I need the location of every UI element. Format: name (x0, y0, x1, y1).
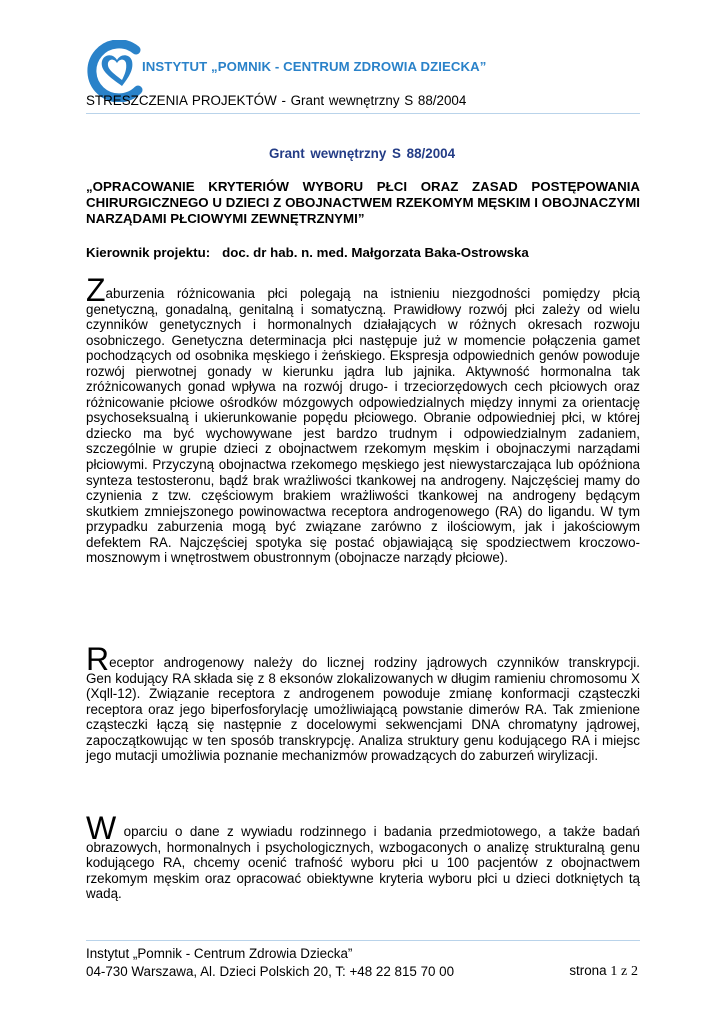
header-divider (86, 113, 640, 114)
drop-cap-w: W (86, 810, 117, 846)
footer-institute-name: Instytut „Pomnik - Centrum Zdrowia Dziecka” (86, 946, 353, 961)
paragraph-2-first-line (86, 641, 640, 677)
footer-contact: 04-730 Warszawa, Al. Dzieci Polskich 20, T: +48 22 815 70 00 (86, 964, 455, 979)
logo-text: INSTYTUT „POMNIK - CENTRUM ZDROWIA DZIECKA” (142, 59, 487, 74)
paragraph-1-first-line (86, 272, 640, 308)
footer-address (86, 945, 454, 981)
page-total: 2 (631, 964, 638, 979)
paragraph-1-lead: aburzenia różnicowania płci polegają na istnieniu niezgodności pomiędzy płcią (105, 286, 640, 301)
drop-cap-r: R (86, 641, 110, 677)
project-leader-label: Kierownik projektu: (86, 245, 211, 260)
project-leader (86, 245, 529, 260)
footer-divider (86, 940, 640, 941)
paragraph-2 (86, 641, 640, 764)
page-current: 1 (610, 964, 618, 979)
paragraph-1-body: genetyczną, gonadalną, genitalną i somatyczną. Prawidłowy rozwój płci zależy od wielu czynników genetycznych i hormonalnych działających w różnych okresach rozwoju osobniczego. Genetyczna determinacja płci następuje już w momencie połączenia gamet pochodzących od osobnika męskiego i żeńskiego. Ekspresja odpowiednich genów powoduje rozwój pierwotnej gonady w kierunku jądra lub jajnika. Aktywność hormonalna tak zróżnicowanych gonad wpływa na rozwój drugo- i trzeciorzędowych cech płciowych oraz różnicowanie płciowe ośrodków mózgowych odpowiedzialnych między innymi za orientację psychoseksualną i ukierunkowanie popędu płciowego. Obranie odpowiedniej płci, w której dziecko ma być wychowywane jest bardzo trudnym i odpowiedzialnym zadaniem, szczególnie w grupie dzieci z obojnactwem rzekomym męskim i obojnaczymi narządami płciowymi. Przyczyną obojnactwa rzekomego męskiego jest niewystarczająca lub opóźniona synteza testosteronu, bądź brak wrażliwości tkankowej na androgeny. Najczęściej mamy do czynienia z tzw. częściowym brakiem wrażliwości tkankowej na androgeny będącym skutkiem zmniejszonego powinowactwa receptora androgenowego (RA) do ligandu. W tym przypadku zaburzenia mogą być związane zarówno z ilościowym, jak i jakościowym defektem RA. Najczęściej spotyka się postać objawiającą się spodziectwem kroczowo-mosznowym i wnętrostwem obustronnym (obojnacze narządy płciowe). (86, 301, 640, 566)
drop-cap-z: Z (86, 272, 106, 308)
paragraph-3-first-line (86, 810, 640, 846)
page-number (569, 963, 638, 980)
project-leader-name: doc. dr hab. n. med. Małgorzata Baka-Ostrowska (222, 245, 529, 260)
grant-title: Grant wewnętrzny S 88/2004 (268, 146, 456, 161)
paragraph-2-body: Gen kodujący RA składa się z 8 eksonów zlokalizowanych w długim ramieniu chromosomu X (Xqll-12). Związanie receptora z androgenem powoduje zmianę konformacji cząsteczki receptora oraz jego biperfosforylację umożliwiającą powstanie dimerów RA. Tak zmienione cząsteczki łączą się następnie z docelowymi sekwencjami DNA chromatyny jądrowej, zapoczątkowując w ten sposób transkrypcję. Analiza struktury genu kodującego RA i miejsc jego mutacji umożliwia poznanie mechanizmów prowadzących do zaburzeń wirylizacji. (86, 670, 640, 764)
paragraph-2-lead: eceptor androgenowy należy do licznej rodziny jądrowych czynników transkrypcji. (109, 655, 640, 670)
paragraph-3-body: obrazowych, hormonalnych i psychologicznych, wzbogaconych o analizę strukturalną genu kodującego RA, chcemy ocenić trafność wyboru płci u 100 pacjentów z obojnactwem rzekomym męskim oraz opracować obiektywne kryteria wyboru płci u dzieci dotkniętych tą wadą. (86, 839, 640, 902)
paragraph-1 (86, 272, 640, 566)
page-separator: z (621, 964, 628, 979)
project-title: „OPRACOWANIE KRYTERIÓW WYBORU PŁCI ORAZ ZASAD POSTĘPOWANIA CHIRURGICZNEGO U DZIECI Z OBOJNACTWEM RZEKOMYM MĘSKIM I OBOJNACZYMI NARZĄDAMI PŁCIOWYMI ZEWNĘTRZNYMI” (86, 179, 640, 226)
paragraph-3 (86, 810, 640, 902)
document-header: STRESZCZENIA PROJEKTÓW - Grant wewnętrzny S 88/2004 (86, 93, 467, 108)
paragraph-3-lead: oparciu o dane z wywiadu rodzinnego i badania przedmiotowego, a także badań (116, 824, 640, 839)
page-prefix: strona (569, 963, 607, 978)
